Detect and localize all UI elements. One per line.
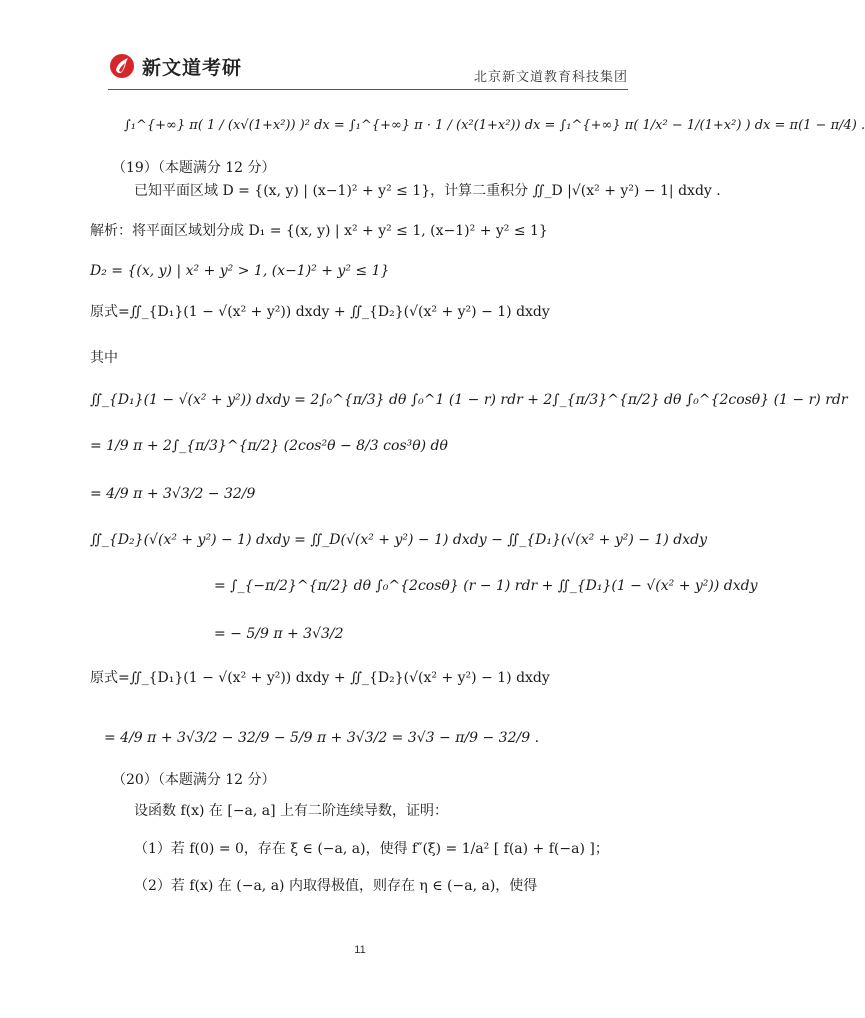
solution-original-split: 原式=∬_{D₁}(1 − √(x² + y²)) dxdy + ∬_{D₂}(√(x² + y²) − 1) dxdy <box>90 304 550 320</box>
company-name: 北京新文道教育科技集团 <box>473 70 628 85</box>
problem-20-statement: 设函数 f(x) 在 [−a, a] 上有二阶连续导数，证明： <box>134 803 449 819</box>
page-number: 11 <box>354 944 366 956</box>
solution-where-label: 其中 <box>90 350 118 366</box>
d1-integral-polar: ∬_{D₁}(1 − √(x² + y²)) dxdy = 2∫₀^{π/3} dθ ∫₀^1 (1 − r) rdr + 2∫_{π/3}^{π/2} dθ ∫₀^{2cosθ} (1 − r) rdr <box>90 392 848 408</box>
d2-integral-split: ∬_{D₂}(√(x² + y²) − 1) dxdy = ∬_D(√(x² + y²) − 1) dxdy − ∬_{D₁}(√(x² + y²) − 1) dxdy <box>90 532 707 548</box>
solution-d1-definition: 解析：将平面区域划分成 D₁ = {(x, y) | x² + y² ≤ 1, (x−1)² + y² ≤ 1} <box>90 223 548 239</box>
d2-integral-polar: = ∫_{−π/2}^{π/2} dθ ∫₀^{2cosθ} (r − 1) rdr + ∬_{D₁}(1 − √(x² + y²)) dxdy <box>214 578 758 594</box>
solution-final-answer: = 4/9 π + 3√3/2 − 32/9 − 5/9 π + 3√3/2 = 3√3 − π/9 − 32/9 . <box>104 730 540 746</box>
solution-original-repeat: 原式=∬_{D₁}(1 − √(x² + y²)) dxdy + ∬_{D₂}(√(x² + y²) − 1) dxdy <box>90 670 550 686</box>
problem-19-statement: 已知平面区域 D = {(x, y) | (x−1)² + y² ≤ 1}，计算二重积分 ∬_D |√(x² + y²) − 1| dxdy . <box>134 183 721 199</box>
d1-integral-step2: = 1/9 π + 2∫_{π/3}^{π/2} (2cos²θ − 8/3 cos³θ) dθ <box>90 438 448 454</box>
problem-20-heading: （20）（本题满分 12 分） <box>112 772 276 788</box>
solution-d2-definition: D₂ = {(x, y) | x² + y² > 1, (x−1)² + y² ≤ 1} <box>90 263 390 279</box>
d1-integral-value: = 4/9 π + 3√3/2 − 32/9 <box>90 486 256 502</box>
problem-19-heading: （19）（本题满分 12 分） <box>112 160 276 176</box>
brand-name: 新文道考研 <box>142 56 243 79</box>
d2-integral-value: = − 5/9 π + 3√3/2 <box>214 626 344 642</box>
problem-20-part1: （1）若 f(0) = 0，存在 ξ ∈ (−a, a)，使得 f″(ξ) = 1/a² [ f(a) + f(−a) ]； <box>134 841 609 857</box>
problem-20-part2: （2）若 f(x) 在 (−a, a) 内取得极值，则存在 η ∈ (−a, a)，使得 <box>134 878 538 894</box>
integral-result-line: ∫₁^{+∞} π( 1 / (x√(1+x²)) )² dx = ∫₁^{+∞} π · 1 / (x²(1+x²)) dx = ∫₁^{+∞} π( 1/x² − 1/(1+x²) ) dx = π(1 − π/4) . <box>124 118 865 133</box>
